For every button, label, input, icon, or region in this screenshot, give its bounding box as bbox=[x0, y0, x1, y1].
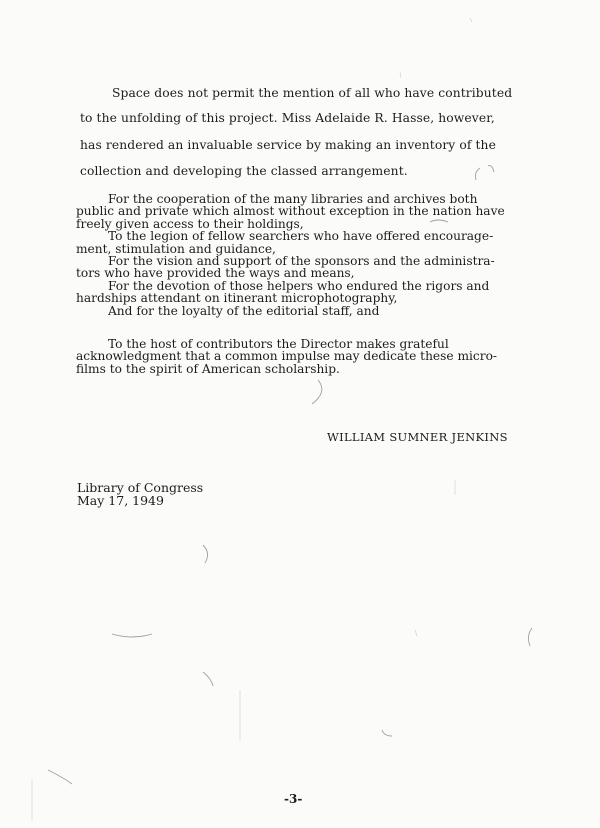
ack-line-4: To the legion of fellow searchers who have offered encourage- bbox=[108, 229, 494, 244]
ack-line-10: And for the loyalty of the editorial staff, and bbox=[108, 303, 380, 318]
stray-mark-3 bbox=[312, 380, 322, 404]
ack-line-5: ment, stimulation and guidance, bbox=[76, 241, 276, 256]
stray-mark-8 bbox=[528, 628, 532, 646]
stray-mark-9 bbox=[382, 730, 392, 736]
dedication-line-1: To the host of contributors the Director makes grateful bbox=[108, 337, 449, 351]
stray-mark-1 bbox=[476, 168, 481, 180]
stray-mark-10 bbox=[430, 220, 448, 222]
ack-line-1: For the cooperation of the many libraries and archives both bbox=[108, 192, 478, 206]
ack-line-6: For the vision and support of the sponsors and the administra- bbox=[108, 254, 495, 269]
dedication-line-2: acknowledgment that a common impulse may dedicate these micro- bbox=[76, 349, 498, 364]
faint-line-6 bbox=[415, 630, 417, 636]
stray-mark-6 bbox=[203, 672, 213, 686]
paragraph1-line-3: has rendered an invaluable service by making an inventory of the bbox=[80, 138, 496, 152]
ack-line-3: freely given access to their holdings, bbox=[76, 216, 304, 231]
page-number: -3- bbox=[284, 792, 303, 806]
stray-mark-7 bbox=[48, 770, 72, 784]
paragraph1-line-4: collection and developing the classed arrangement. bbox=[80, 164, 408, 178]
paragraph1-line-1: Space does not permit the mention of all who have contributed bbox=[112, 86, 513, 100]
ack-line-9: hardships attendant on itinerant microphotography, bbox=[76, 291, 398, 306]
signature: WILLIAM SUMNER JENKINS bbox=[327, 430, 508, 444]
stray-mark-5 bbox=[112, 634, 152, 637]
ack-line-2: public and private which almost without exception in the nation have bbox=[76, 204, 505, 219]
stray-mark-4 bbox=[203, 545, 208, 563]
paragraph1-line-2: to the unfolding of this project. Miss Adelaide R. Hasse, however, bbox=[80, 111, 495, 125]
ack-line-8: For the devotion of those helpers who endured the rigors and bbox=[108, 278, 490, 293]
stray-mark-2 bbox=[488, 166, 494, 172]
date-line: May 17, 1949 bbox=[77, 493, 164, 508]
faint-line-4 bbox=[400, 72, 401, 78]
ack-line-7: tors who have provided the ways and means, bbox=[76, 266, 355, 281]
dedication-line-3: films to the spirit of American scholarship. bbox=[76, 361, 340, 376]
faint-line-3 bbox=[470, 18, 472, 22]
address-line: Library of Congress bbox=[77, 480, 204, 495]
